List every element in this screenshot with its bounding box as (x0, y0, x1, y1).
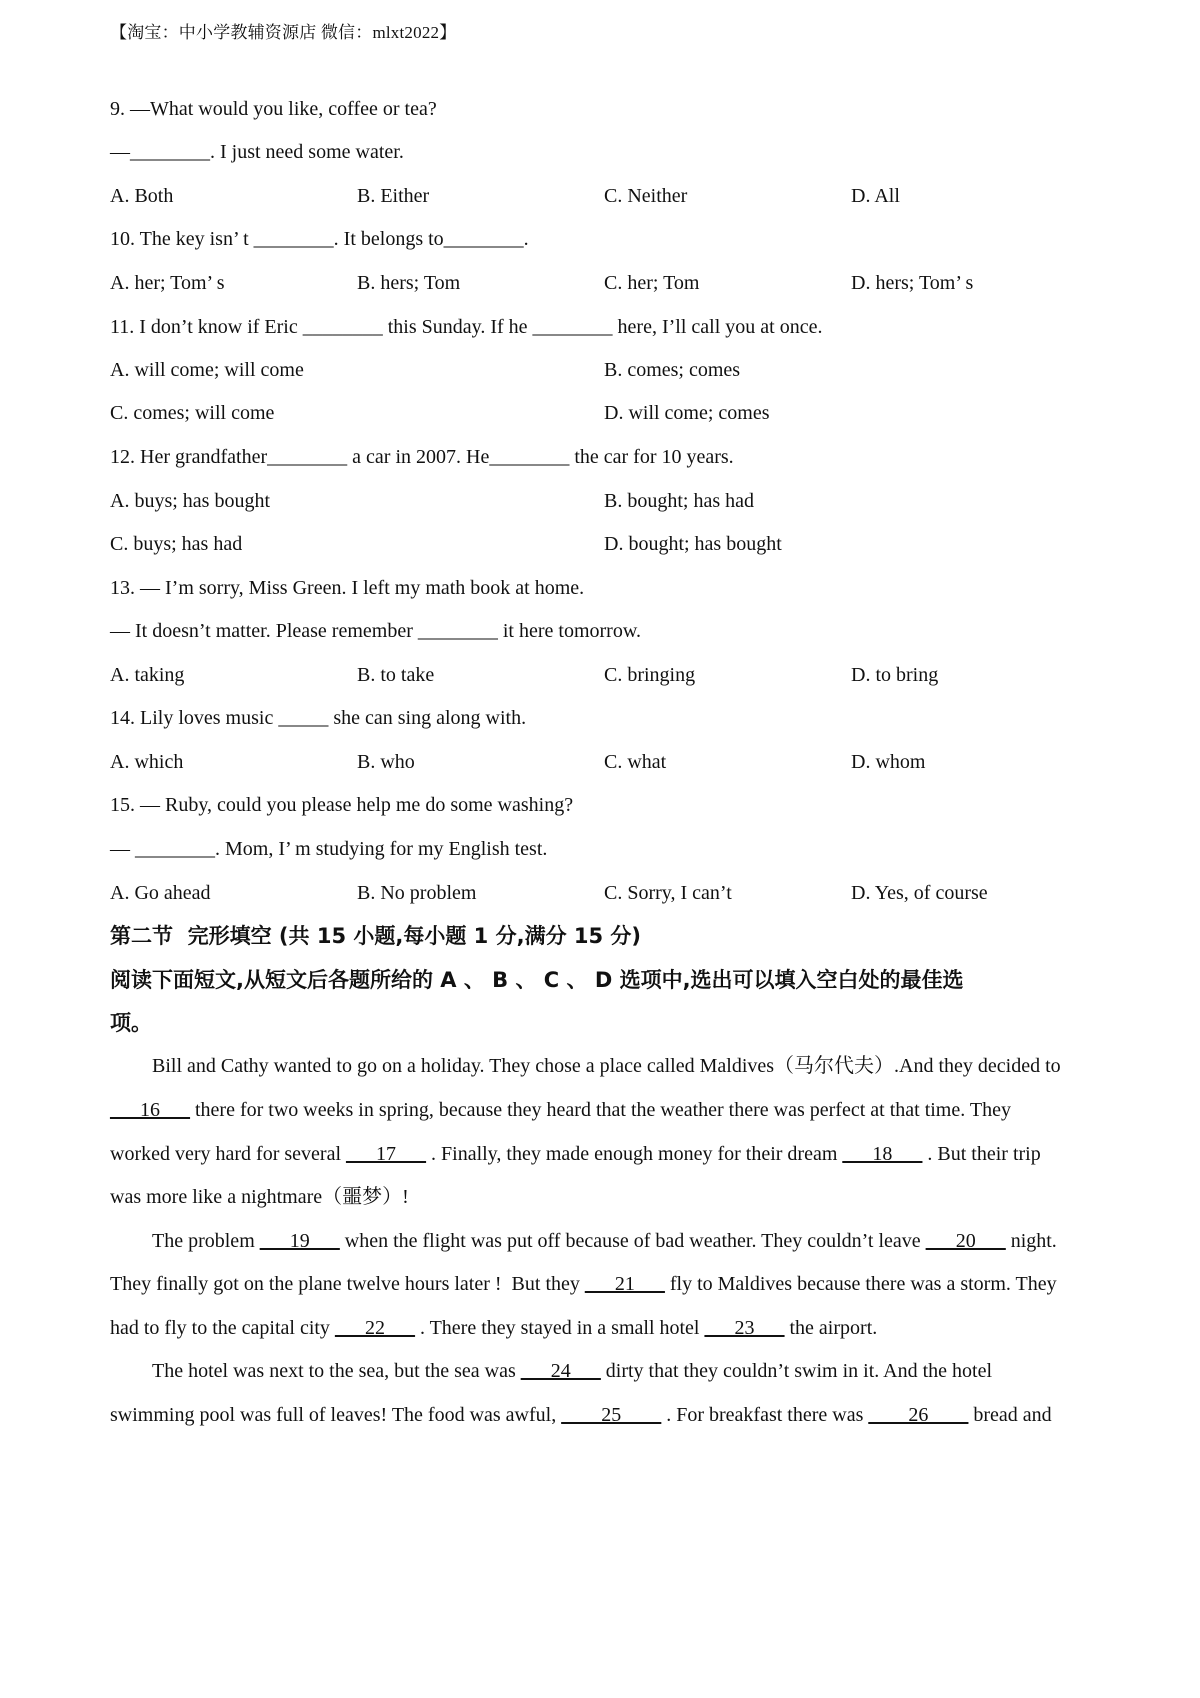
question-13-option-a: A. taking (110, 664, 185, 686)
question-13-option-d: D. to bring (851, 664, 939, 686)
question-12-option-a: A. buys; has bought (110, 490, 270, 512)
blank-19: ___19___ (259, 1230, 340, 1252)
passage-text: dirty that they couldn’t swim in it. And the hotel (600, 1360, 993, 1382)
passage-p1-line1: Bill and Cathy wanted to go on a holiday. They chose a place called Maldives（马尔代夫）.And they decided to (152, 1055, 1061, 1077)
passage-p1-line4: was more like a nightmare（噩梦）! (110, 1186, 409, 1208)
passage-text: They finally got on the plane twelve hours later ! But they (110, 1273, 585, 1295)
passage-p3-line2 (110, 1402, 1110, 1428)
section-instruction-continued: 项。 (110, 1011, 152, 1035)
question-11-option-b: B. comes; comes (604, 359, 741, 381)
question-10-option-c: C. her; Tom (604, 272, 700, 294)
question-14-option-b: B. who (357, 751, 415, 773)
question-15-option-a: A. Go ahead (110, 882, 211, 904)
question-15-option-b: B. No problem (357, 882, 477, 904)
question-12-option-d: D. bought; has bought (604, 533, 782, 555)
question-15-stem: 15. — Ruby, could you please help me do some washing? (110, 794, 574, 816)
passage-p2-line2 (110, 1271, 1110, 1297)
blank-20: ___20___ (925, 1230, 1006, 1252)
question-13-option-c: C. bringing (604, 664, 696, 686)
passage-text: The hotel was next to the sea, but the sea was (152, 1360, 521, 1382)
section-instruction: 阅读下面短文,从短文后各题所给的 A 、 B 、 C 、 D 选项中,选出可以填入空白处的最佳选 (110, 968, 964, 992)
page-header: 【淘宝：中小学教辅资源店 微信：mlxt2022】 (110, 23, 457, 42)
question-11-stem: 11. I don’t know if Eric ________ this Sunday. If he ________ here, I’ll call you at once. (110, 316, 823, 338)
blank-22: ___22___ (334, 1317, 415, 1339)
question-12-stem: 12. Her grandfather________ a car in 2007. He________ the car for 10 years. (110, 446, 734, 468)
question-15-option-c: C. Sorry, I can’t (604, 882, 732, 904)
passage-text: The problem (152, 1230, 260, 1252)
passage-text: worked very hard for several (110, 1143, 347, 1165)
question-9-option-d: D. All (851, 185, 900, 207)
question-15-response: — ________. Mom, I’ m studying for my English test. (110, 838, 548, 860)
passage-p3-line1 (152, 1358, 1152, 1384)
question-11-option-d: D. will come; comes (604, 402, 770, 424)
question-10-stem: 10. The key isn’ t ________. It belongs to________. (110, 228, 529, 250)
question-13-response: — It doesn’t matter. Please remember ________ it here tomorrow. (110, 620, 641, 642)
passage-text: bread and (968, 1404, 1052, 1426)
blank-18: ___18___ (842, 1143, 923, 1165)
question-14-option-c: C. what (604, 751, 667, 773)
passage-text: had to fly to the capital city (110, 1317, 335, 1339)
passage-p1-line3 (110, 1141, 1110, 1167)
section-title: 第二节 完形填空 (共 15 小题,每小题 1 分,满分 15 分) (110, 924, 642, 948)
passage-text: . Finally, they made enough money for their dream (426, 1143, 843, 1165)
question-11-option-a: A. will come; will come (110, 359, 304, 381)
question-14-option-d: D. whom (851, 751, 926, 773)
question-14-option-a: A. which (110, 751, 184, 773)
passage-p2-line3 (110, 1315, 1110, 1341)
question-9-option-b: B. Either (357, 185, 430, 207)
question-9-option-a: A. Both (110, 185, 174, 207)
blank-23: ___23___ (704, 1317, 785, 1339)
question-10-option-d: D. hers; Tom’ s (851, 272, 974, 294)
question-14-stem: 14. Lily loves music _____ she can sing along with. (110, 707, 527, 729)
passage-text: when the flight was put off because of bad weather. They couldn’t leave (339, 1230, 926, 1252)
blank-21: ___21___ (584, 1273, 665, 1295)
blank-24: ___24___ (520, 1360, 601, 1382)
question-13-option-b: B. to take (357, 664, 435, 686)
blank-26: ____26____ (868, 1404, 969, 1426)
question-9-stem: 9. —What would you like, coffee or tea? (110, 98, 437, 120)
question-11-option-c: C. comes; will come (110, 402, 275, 424)
passage-text: swimming pool was full of leaves! The food was awful, (110, 1404, 562, 1426)
passage-text: . But their trip (922, 1143, 1041, 1165)
passage-text: night. (1005, 1230, 1057, 1252)
question-15-option-d: D. Yes, of course (851, 882, 988, 904)
question-9-option-c: C. Neither (604, 185, 688, 207)
passage-p1-line2 (110, 1097, 1110, 1123)
question-10-option-a: A. her; Tom’ s (110, 272, 225, 294)
passage-text: . For breakfast there was (661, 1404, 869, 1426)
blank-17: ___17___ (346, 1143, 427, 1165)
passage-text: fly to Maldives because there was a storm. They (664, 1273, 1057, 1295)
question-12-option-c: C. buys; has had (110, 533, 243, 555)
passage-text: . There they stayed in a small hotel (414, 1317, 705, 1339)
passage-text: the airport. (784, 1317, 878, 1339)
passage-p2-line1 (152, 1228, 1152, 1254)
question-10-option-b: B. hers; Tom (357, 272, 461, 294)
passage-text: there for two weeks in spring, because they heard that the weather there was perfect at that time. They (190, 1099, 1011, 1121)
question-13-stem: 13. — I’m sorry, Miss Green. I left my math book at home. (110, 577, 585, 599)
blank-16: ___16___ (110, 1099, 190, 1121)
question-12-option-b: B. bought; has had (604, 490, 754, 512)
blank-25: ____25____ (561, 1404, 662, 1426)
question-9-response: —________. I just need some water. (110, 141, 404, 163)
